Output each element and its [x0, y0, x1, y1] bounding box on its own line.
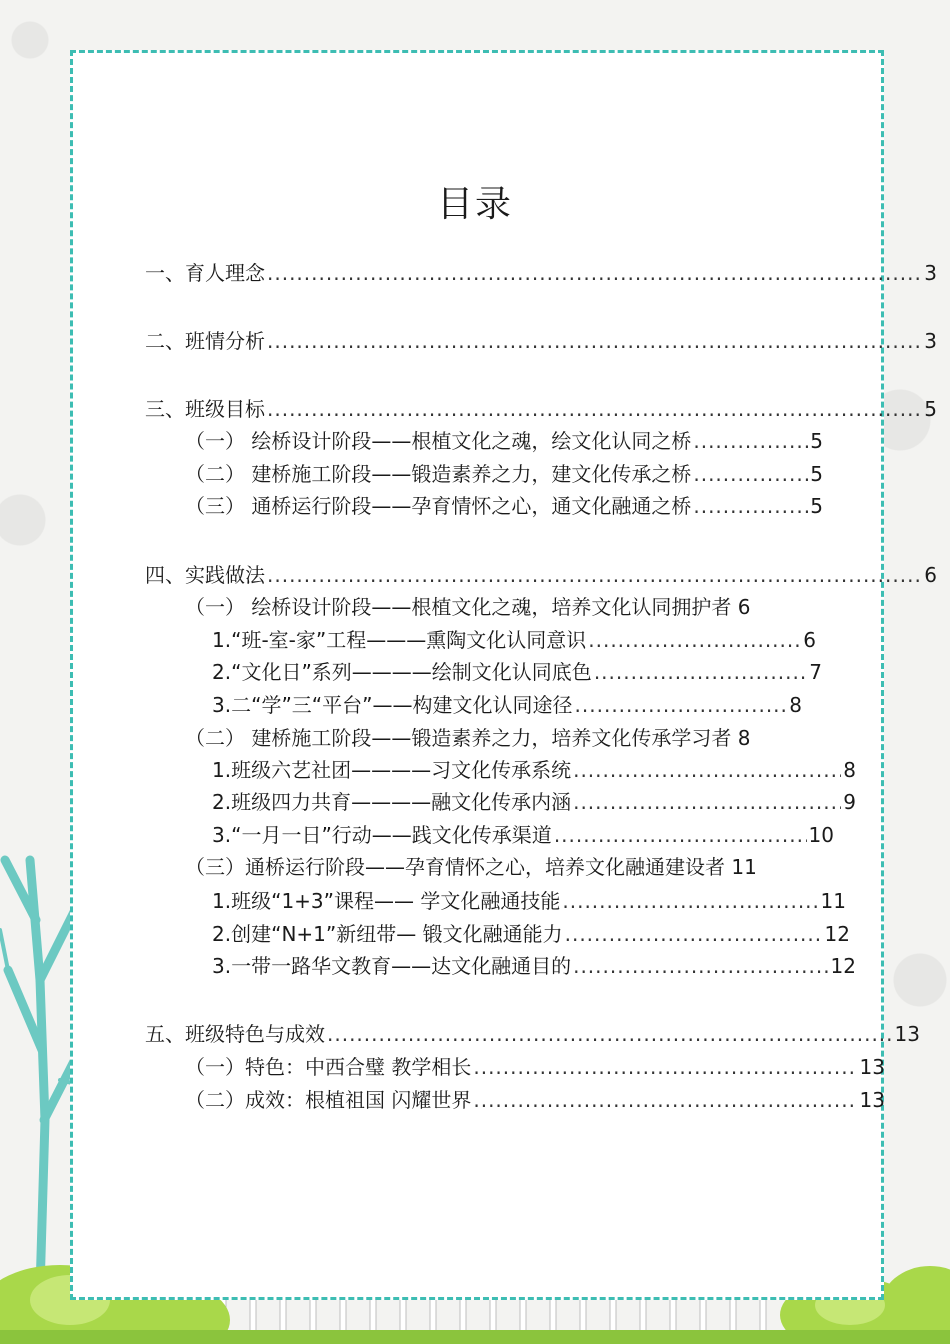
toc-entry[interactable] — [212, 920, 850, 948]
toc-entry[interactable] — [212, 821, 834, 849]
toc-page-number: 13 — [859, 1055, 885, 1079]
toc-page-number: 12 — [830, 954, 856, 978]
page-title: 目录 — [436, 184, 513, 225]
toc-leader-dots — [473, 1053, 857, 1081]
toc-entry[interactable] — [185, 427, 823, 455]
toc-entry-text: 四、实践做法 — [145, 563, 265, 587]
toc-entry[interactable] — [145, 327, 937, 355]
toc-entry[interactable] — [185, 1086, 885, 1114]
toc-page-number: 3 — [924, 329, 937, 353]
toc-page-number: 5 — [810, 494, 823, 518]
toc-entry[interactable] — [212, 626, 816, 654]
toc-page-number: 5 — [924, 397, 937, 421]
toc-page-number: 11 — [820, 889, 846, 913]
toc-leader-dots — [267, 561, 922, 589]
toc-leader-dots — [693, 427, 808, 455]
toc-entry[interactable] — [145, 1020, 920, 1048]
toc-page-number: 10 — [808, 823, 834, 847]
toc-entry-text: 2.创建“N+1”新纽带— 锻文化融通能力 — [212, 922, 563, 946]
toc-entry[interactable] — [212, 887, 846, 915]
toc-page-number: 6 — [924, 563, 937, 587]
toc-page-number: 3 — [924, 261, 937, 285]
toc-entry-text: 1.“班-室-家”工程———熏陶文化认同意识 — [212, 628, 587, 652]
toc-entry-text: （三）通桥运行阶段——孕育情怀之心，培养文化融通建设者 11 — [185, 855, 757, 879]
toc-entry-text: （三） 通桥运行阶段——孕育情怀之心，通文化融通之桥 — [185, 494, 692, 518]
toc-entry-text: （二） 建桥施工阶段——锻造素养之力，建文化传承之桥 — [185, 462, 692, 486]
toc-entry[interactable] — [212, 691, 802, 719]
toc-entry[interactable] — [145, 259, 937, 287]
toc-page-number: 7 — [809, 660, 822, 684]
toc-entry[interactable] — [212, 658, 822, 686]
toc-entry[interactable] — [212, 788, 856, 816]
toc-page-number: 13 — [894, 1022, 920, 1046]
toc-entry-text: （一） 绘桥设计阶段——根植文化之魂，绘文化认同之桥 — [185, 429, 692, 453]
toc-entry[interactable] — [145, 561, 937, 589]
toc-leader-dots — [565, 920, 823, 948]
toc-entry-text: 2.班级四力共育————融文化传承内涵 — [212, 790, 572, 814]
toc-entry-text: （一） 绘桥设计阶段——根植文化之魂，培养文化认同拥护者 6 — [185, 595, 751, 619]
toc-entry-text: 一、育人理念 — [145, 261, 265, 285]
toc-page-number: 12 — [824, 922, 850, 946]
toc-leader-dots — [573, 756, 841, 784]
toc-entry-text: 2.“文化日”系列————绘制文化认同底色 — [212, 660, 592, 684]
toc-entry-text: （一）特色：中西合璧 教学相长 — [185, 1055, 472, 1079]
toc-page-number: 8 — [789, 693, 802, 717]
toc-leader-dots — [562, 887, 818, 915]
toc-entry[interactable] — [212, 952, 856, 980]
toc-leader-dots — [267, 327, 922, 355]
toc-leader-dots — [573, 952, 828, 980]
toc-entry-text: 三、班级目标 — [145, 397, 265, 421]
toc-entry-text: 1.班级“1+3”课程—— 学文化融通技能 — [212, 889, 561, 913]
toc-page-number: 5 — [810, 429, 823, 453]
toc-page-number: 6 — [803, 628, 816, 652]
toc-entry[interactable] — [212, 756, 856, 784]
toc-entry[interactable] — [185, 724, 825, 752]
toc-entry[interactable] — [185, 593, 825, 621]
toc-entry-text: 二、班情分析 — [145, 329, 265, 353]
toc-leader-dots — [693, 460, 808, 488]
toc-leader-dots — [575, 691, 788, 719]
toc-entry[interactable] — [185, 1053, 885, 1081]
toc-entry-text: 1.班级六艺社团————习文化传承系统 — [212, 758, 572, 782]
toc-leader-dots — [594, 658, 807, 686]
toc-page-number: 8 — [843, 758, 856, 782]
toc-entry[interactable] — [185, 853, 825, 881]
toc-leader-dots — [588, 626, 801, 654]
toc-leader-dots — [267, 395, 922, 423]
toc-entry-text: （二）成效：根植祖国 闪耀世界 — [185, 1088, 472, 1112]
toc-leader-dots — [573, 788, 841, 816]
toc-leader-dots — [473, 1086, 857, 1114]
toc-entry-text: 3.“一月一日”行动——践文化传承渠道 — [212, 823, 552, 847]
toc-page-number: 13 — [859, 1088, 885, 1112]
toc-entry[interactable] — [145, 395, 937, 423]
toc-entry-text: 3.二“学”三“平台”——构建文化认同途径 — [212, 693, 573, 717]
toc-entry[interactable] — [185, 460, 823, 488]
toc-entry-text: 3.一带一路华文教育——达文化融通目的 — [212, 954, 572, 978]
toc-leader-dots — [327, 1020, 893, 1048]
toc-leader-dots — [554, 821, 807, 849]
toc-page-number: 9 — [843, 790, 856, 814]
toc-leader-dots — [693, 492, 808, 520]
toc-entry-text: 五、班级特色与成效 — [145, 1022, 325, 1046]
toc-page-number: 5 — [810, 462, 823, 486]
toc-entry-text: （二） 建桥施工阶段——锻造素养之力，培养文化传承学习者 8 — [185, 726, 751, 750]
toc-entry[interactable] — [185, 492, 823, 520]
toc-leader-dots — [267, 259, 922, 287]
